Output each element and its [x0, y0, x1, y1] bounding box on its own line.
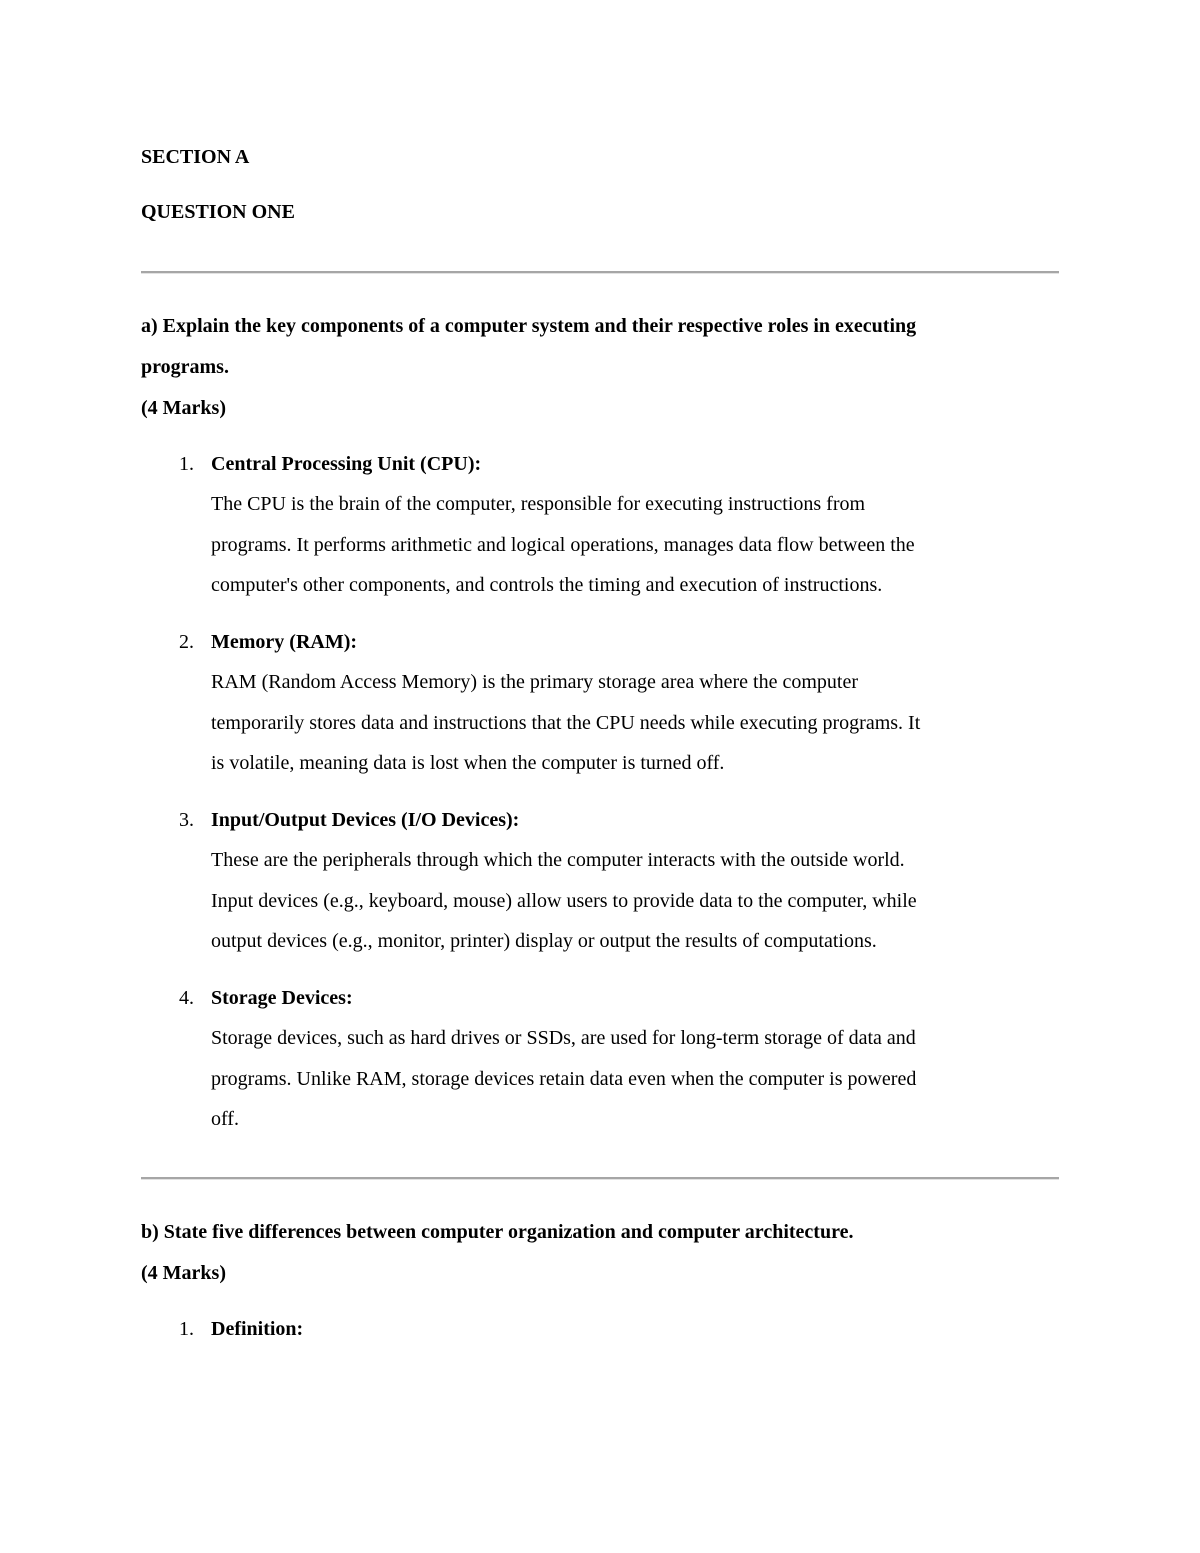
list-item-heading: Input/Output Devices (I/O Devices):: [211, 809, 520, 831]
list-item-text-line: Storage devices, such as hard drives or SSDs, are used for long-term storage of data and: [211, 1027, 916, 1049]
list-item-text-line: off.: [211, 1108, 239, 1130]
list-item-number: 2.: [179, 631, 194, 653]
horizontal-rule: [141, 1177, 1059, 1180]
list-item-number: 4.: [179, 987, 194, 1009]
list-item-number: 1.: [179, 1318, 194, 1340]
horizontal-rule: [141, 271, 1059, 274]
list-item-text-line: These are the peripherals through which the computer interacts with the outside world.: [211, 849, 905, 871]
list-item-number: 3.: [179, 809, 194, 831]
list-item-text-line: computer's other components, and controls the timing and execution of instructions.: [211, 574, 883, 596]
list-item-text-line: Input devices (e.g., keyboard, mouse) allow users to provide data to the computer, while: [211, 890, 917, 912]
part-b-marks: (4 Marks): [141, 1262, 226, 1284]
part-a-marks: (4 Marks): [141, 397, 226, 419]
list-item-heading: Central Processing Unit (CPU):: [211, 453, 482, 475]
list-item-text-line: The CPU is the brain of the computer, responsible for executing instructions from: [211, 493, 866, 515]
list-item-number: 1.: [179, 453, 194, 475]
list-item-text-line: programs. It performs arithmetic and logical operations, manages data flow between the: [211, 534, 915, 556]
list-item-heading: Storage Devices:: [211, 987, 353, 1009]
section-title: SECTION A: [141, 146, 250, 168]
list-item-text-line: temporarily stores data and instructions that the CPU needs while executing programs. It: [211, 712, 921, 734]
list-item-text-line: programs. Unlike RAM, storage devices retain data even when the computer is powered: [211, 1068, 917, 1090]
part-a-prompt-line2: programs.: [141, 356, 229, 378]
list-item-heading: Memory (RAM):: [211, 631, 358, 653]
list-item-text-line: is volatile, meaning data is lost when the computer is turned off.: [211, 752, 725, 774]
list-item-text-line: output devices (e.g., monitor, printer) display or output the results of computations.: [211, 930, 877, 952]
list-item-text-line: RAM (Random Access Memory) is the primary storage area where the computer: [211, 671, 859, 693]
question-title: QUESTION ONE: [141, 201, 295, 223]
part-a-prompt-line1: a) Explain the key components of a computer system and their respective roles in executing: [141, 315, 917, 337]
list-item-heading: Definition:: [211, 1318, 304, 1340]
part-b-prompt: b) State five differences between computer organization and computer architecture.: [141, 1221, 854, 1243]
